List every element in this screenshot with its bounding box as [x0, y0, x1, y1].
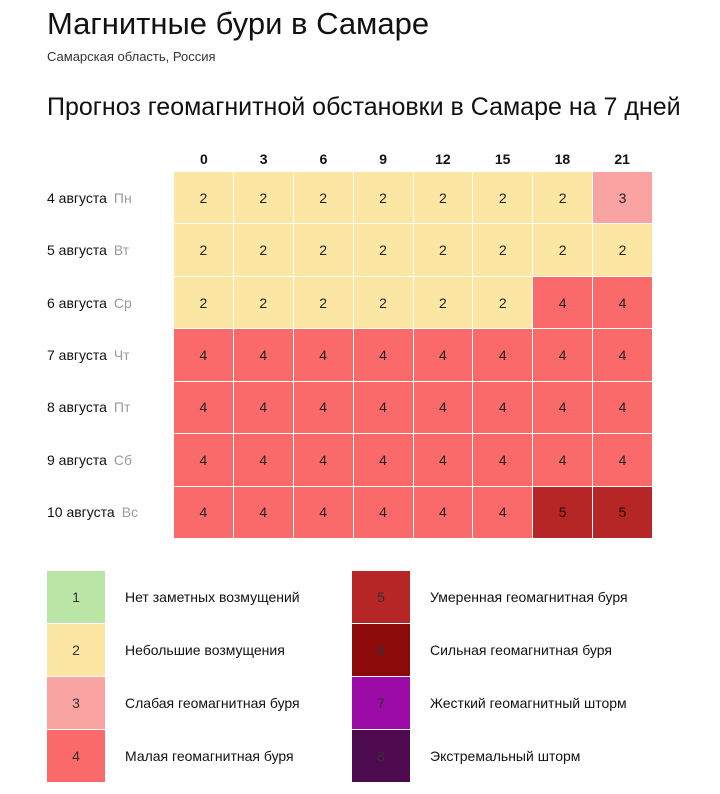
legend-swatch: 5 — [352, 571, 410, 623]
forecast-cell: 4 — [533, 329, 592, 380]
forecast-cell: 2 — [593, 224, 652, 275]
forecast-cell: 4 — [533, 382, 592, 433]
legend-label: Экстремальный шторм — [430, 748, 581, 764]
forecast-cell: 4 — [473, 329, 532, 380]
row-label — [47, 433, 173, 485]
forecast-cell: 4 — [533, 434, 592, 485]
forecast-cell: 4 — [174, 434, 233, 485]
row-label — [47, 277, 173, 329]
forecast-cell: 4 — [174, 487, 233, 538]
legend-label: Малая геомагнитная буря — [125, 748, 294, 764]
forecast-cell: 4 — [473, 487, 532, 538]
row-date: 4 августа — [47, 190, 107, 207]
legend-item — [47, 677, 300, 729]
legend-swatch: 1 — [47, 571, 105, 623]
forecast-cell: 2 — [234, 277, 293, 328]
forecast-cell: 4 — [174, 382, 233, 433]
forecast-cell: 4 — [354, 434, 413, 485]
hour-label: 3 — [259, 151, 268, 167]
forecast-cell: 3 — [593, 172, 652, 223]
legend-swatch: 2 — [47, 624, 105, 676]
page-title: Магнитные бури в Самаре — [47, 6, 430, 41]
legend-item — [47, 571, 300, 623]
forecast-cell: 2 — [473, 224, 532, 275]
forecast-cell: 2 — [414, 172, 473, 223]
row-label — [47, 329, 173, 381]
legend-swatch: 6 — [352, 624, 410, 676]
forecast-cell: 4 — [234, 329, 293, 380]
forecast-cell: 4 — [294, 329, 353, 380]
legend-swatch: 4 — [47, 730, 105, 782]
forecast-cell: 5 — [533, 487, 592, 538]
forecast-cell: 4 — [234, 382, 293, 433]
hour-label: 9 — [379, 151, 388, 167]
forecast-cell: 2 — [354, 172, 413, 223]
forecast-cell: 4 — [174, 329, 233, 380]
forecast-cell: 2 — [473, 277, 532, 328]
forecast-cell: 4 — [294, 434, 353, 485]
hour-label: 12 — [435, 151, 451, 167]
forecast-cell: 2 — [354, 277, 413, 328]
legend-item — [352, 730, 580, 782]
forecast-cell: 4 — [414, 382, 473, 433]
hour-label: 15 — [494, 151, 511, 167]
row-date: 9 августа — [47, 451, 107, 468]
forecast-cell: 4 — [294, 382, 353, 433]
forecast-cell: 4 — [354, 329, 413, 380]
legend-label: Небольшие возмущения — [125, 642, 285, 658]
legend-item — [352, 624, 612, 676]
forecast-cell: 2 — [294, 277, 353, 328]
legend-swatch: 8 — [352, 730, 410, 782]
forecast-cell: 4 — [234, 487, 293, 538]
hour-label: 21 — [614, 151, 630, 167]
forecast-cell: 4 — [354, 382, 413, 433]
row-label — [47, 224, 173, 276]
forecast-cell: 2 — [414, 224, 473, 275]
forecast-cell: 2 — [174, 224, 233, 275]
row-label — [47, 381, 173, 433]
forecast-cell: 2 — [473, 172, 532, 223]
forecast-cell: 2 — [234, 224, 293, 275]
row-date: 7 августа — [47, 347, 107, 364]
forecast-cell: 4 — [593, 329, 652, 380]
forecast-cell: 4 — [414, 487, 473, 538]
legend-item — [47, 730, 294, 782]
row-date: 6 августа — [47, 294, 107, 311]
row-date: 10 августа — [47, 503, 115, 520]
legend-label: Жесткий геомагнитный шторм — [430, 695, 627, 711]
legend-item — [352, 571, 628, 623]
forecast-cell: 2 — [414, 277, 473, 328]
forecast-cell: 4 — [593, 277, 652, 328]
forecast-cell: 4 — [354, 487, 413, 538]
forecast-cell: 2 — [174, 277, 233, 328]
hour-label: 0 — [199, 151, 208, 167]
forecast-cell: 2 — [294, 172, 353, 223]
row-label — [47, 486, 173, 538]
row-weekday: Ср — [113, 294, 132, 311]
forecast-cell: 4 — [414, 434, 473, 485]
forecast-cell: 4 — [593, 382, 652, 433]
row-weekday: Вт — [113, 242, 130, 259]
forecast-cell: 4 — [414, 329, 473, 380]
forecast-cell: 4 — [473, 434, 532, 485]
page-subtitle: Самарская область, Россия — [47, 49, 216, 64]
row-weekday: Пн — [113, 190, 132, 207]
row-label — [47, 172, 173, 224]
forecast-grid — [174, 172, 652, 538]
forecast-cell: 5 — [593, 487, 652, 538]
forecast-cell: 4 — [473, 382, 532, 433]
forecast-cell: 4 — [593, 434, 652, 485]
row-weekday: Пт — [113, 399, 131, 416]
forecast-cell: 2 — [533, 172, 592, 223]
legend-swatch: 3 — [47, 677, 105, 729]
forecast-cell: 2 — [174, 172, 233, 223]
legend-label: Сильная геомагнитная буря — [430, 642, 612, 658]
forecast-cell: 4 — [234, 434, 293, 485]
legend-item — [47, 624, 285, 676]
forecast-cell: 2 — [234, 172, 293, 223]
hour-label: 18 — [554, 151, 571, 167]
forecast-cell: 2 — [533, 224, 592, 275]
row-date: 8 августа — [47, 399, 107, 416]
hour-header — [174, 150, 652, 168]
legend-label: Нет заметных возмущений — [125, 589, 300, 605]
row-date: 5 августа — [47, 242, 107, 259]
legend-label: Слабая геомагнитная буря — [125, 695, 300, 711]
forecast-cell: 2 — [294, 224, 353, 275]
legend-label: Умеренная геомагнитная буря — [430, 589, 628, 605]
forecast-cell: 4 — [533, 277, 592, 328]
row-labels — [47, 172, 173, 538]
row-weekday: Вс — [121, 503, 139, 520]
row-weekday: Чт — [113, 347, 130, 364]
legend-swatch: 7 — [352, 677, 410, 729]
forecast-cell: 2 — [354, 224, 413, 275]
forecast-section-title: Прогноз геомагнитной обстановки в Самаре на 7 дней — [47, 93, 681, 121]
forecast-cell: 4 — [294, 487, 353, 538]
legend-item — [352, 677, 627, 729]
row-weekday: Сб — [113, 451, 133, 468]
hour-label: 6 — [319, 151, 328, 167]
